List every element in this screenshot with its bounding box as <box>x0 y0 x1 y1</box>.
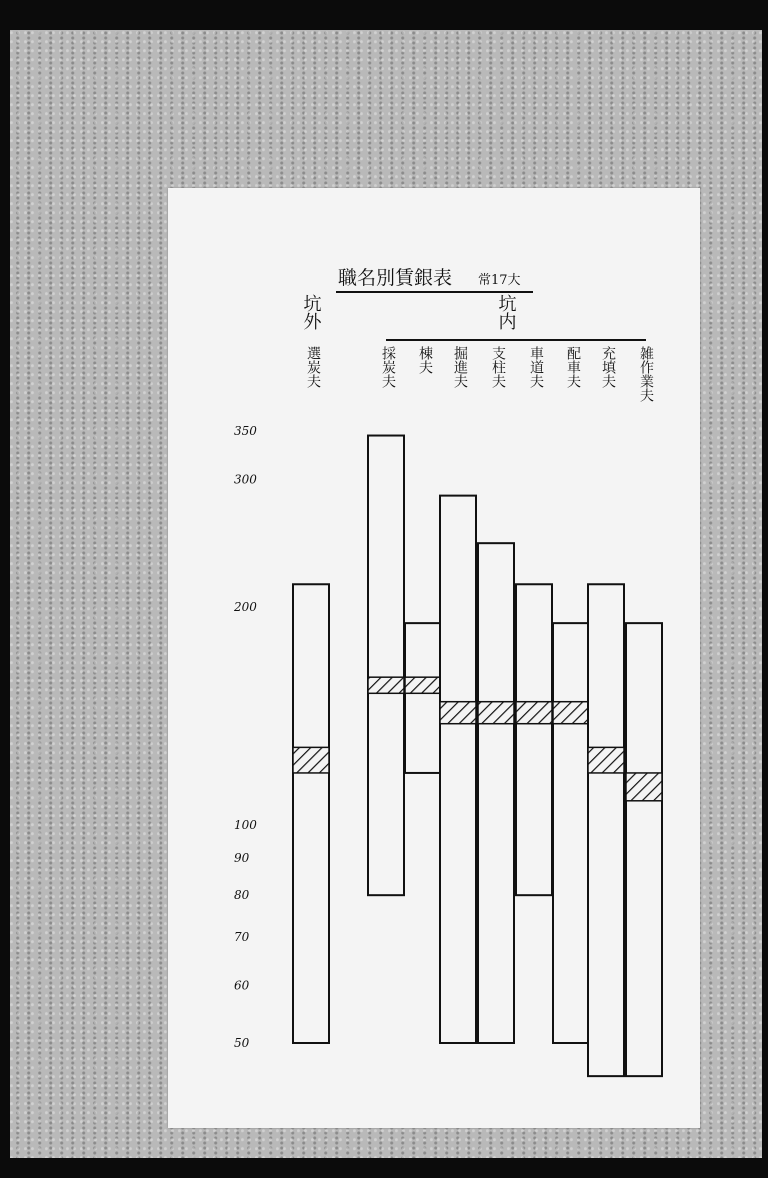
y-tick-label: 70 <box>234 930 250 945</box>
category-label: 採炭夫 <box>380 346 396 388</box>
range-bar <box>588 584 624 1076</box>
chart-title: 職名別賃銀表 <box>338 267 453 289</box>
y-tick-label: 50 <box>234 1036 250 1050</box>
range-bar <box>478 543 514 1043</box>
category-label: 車道夫 <box>528 346 544 388</box>
group-label: 坑内 <box>495 294 517 330</box>
chart-sheet <box>168 188 700 1128</box>
range-bar <box>516 584 552 895</box>
category-label: 雑作業夫 <box>638 346 654 402</box>
y-axis-ticks <box>233 424 257 1050</box>
category-label: 掘進夫 <box>452 346 468 388</box>
category-labels <box>305 345 654 402</box>
range-bar <box>440 496 476 1043</box>
y-tick-label: 80 <box>234 888 250 903</box>
average-band <box>478 702 514 724</box>
photo-frame <box>10 30 762 1158</box>
category-label: 支柱夫 <box>490 346 506 388</box>
average-band <box>440 702 476 724</box>
range-bar <box>368 436 404 896</box>
y-tick-label: 100 <box>234 818 257 833</box>
y-tick-label: 60 <box>234 978 250 993</box>
group-label: 坑外 <box>300 294 322 330</box>
y-tick-label: 200 <box>234 600 257 615</box>
range-bar <box>293 584 329 1043</box>
bars <box>293 436 662 1077</box>
y-tick-label: 300 <box>234 472 257 487</box>
category-label: 充填夫 <box>600 346 616 388</box>
y-tick-label: 90 <box>234 851 250 866</box>
category-label: 棟夫 <box>417 346 433 374</box>
average-band <box>588 747 624 773</box>
category-label: 選炭夫 <box>305 346 321 388</box>
range-bar <box>626 623 662 1076</box>
average-band <box>626 773 662 801</box>
category-label: 配車夫 <box>565 346 581 388</box>
range-bar <box>405 623 441 773</box>
range-bar-chart <box>168 188 700 1128</box>
group-headers <box>301 294 647 340</box>
average-band <box>553 702 589 724</box>
average-band <box>293 747 329 773</box>
range-bar <box>553 623 589 1043</box>
average-band <box>405 677 441 693</box>
y-tick-label: 350 <box>234 424 257 438</box>
chart-subtitle: 常17大 <box>478 273 521 288</box>
average-band <box>516 702 552 724</box>
average-band <box>368 677 404 693</box>
